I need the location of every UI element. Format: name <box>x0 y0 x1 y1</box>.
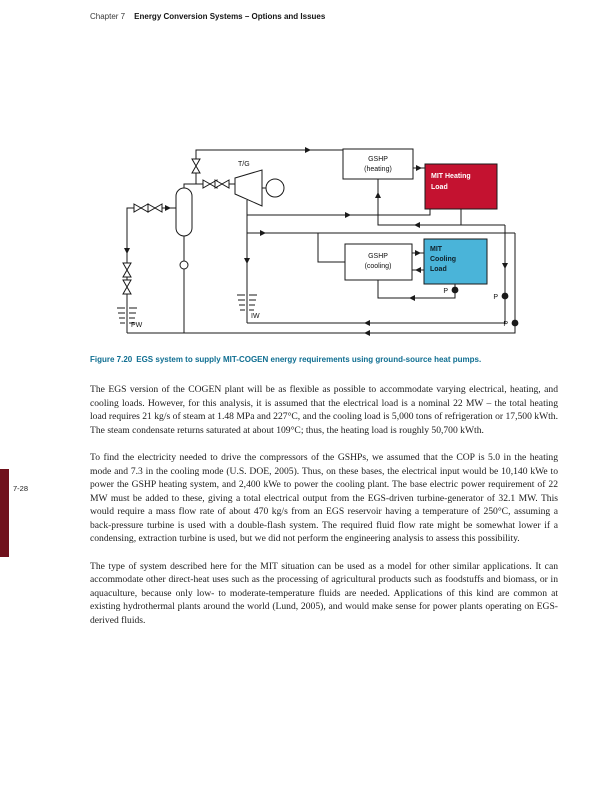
figure-7-20-diagram <box>110 138 530 353</box>
mit-heating-label: MIT Heating <box>431 173 471 180</box>
pump-dot <box>502 293 509 300</box>
mit-cooling-sublabel: Cooling <box>430 256 457 263</box>
pump-dot <box>452 287 459 294</box>
page-header <box>90 12 325 21</box>
egs-system-schematic <box>110 138 530 353</box>
pump-label: P <box>443 288 448 295</box>
pump-label: P <box>493 294 498 301</box>
mit-heating-sublabel: Load <box>431 184 448 191</box>
body-text <box>90 383 558 641</box>
gshp-cooling-box <box>345 244 412 280</box>
mit-cooling-sublabel2: Load <box>430 266 447 273</box>
gshp-cooling-sublabel: (cooling) <box>364 263 392 270</box>
valve-icon <box>215 180 229 188</box>
production-well-label: PW <box>131 322 143 329</box>
drain-pot-icon <box>180 261 188 269</box>
chapter-title: Energy Conversion Systems – Options and Issues <box>134 12 326 21</box>
valve-icon <box>134 204 148 212</box>
valve-icon <box>123 263 131 277</box>
valve-icon <box>148 204 162 212</box>
valve-icon <box>192 159 200 173</box>
body-paragraph: To find the electricity needed to drive the compressors of the GSHPs, we assumed that the COP is 5.0 in the heating mode and 7.3 in the cooling mode (U.S. DOE, 2005). Thus, on these bases, the electrical input would be 10,140 kWe to power the GSHP heating system, and 2,400 kWe to power the cooling plant. The base electric power requirement of 22 MW must be added to these, giving a total electrical output from the EGS-driven turbine-generator of 32.1 MW. This would require a mass flow rate of about 470 kg/s from an EGS reservoir having a temperature of 250°C, assuming a back-pressure turbine is used with a double-flash system. The required fluid flow rate might be somewhat lower if a condensing, extraction turbine is used, but we did not perform the engineering analysis to assess this possibility. <box>90 452 558 544</box>
mit-cooling-label: MIT <box>430 246 443 253</box>
figure-caption-text: EGS system to supply MIT-COGEN energy requirements using ground-source heat pumps. <box>136 355 482 364</box>
body-paragraph: The EGS version of the COGEN plant will be as flexible as possible to accommodate varying electrical, heating, and cooling loads. However, for this analysis, it is assumed that the electrical load is a nominal 22 MW – the total heating load requires 21 kg/s of steam at 1.48 MPa and 227°C, and the cooling load is 5,000 tons of refrigeration or 17,500 kWth. The steam condensate returns saturated at about 109°C; thus, the heating load is roughly 50,700 kWth. <box>90 384 558 436</box>
gshp-heating-label: GSHP <box>368 156 388 163</box>
pump-dot <box>512 320 519 327</box>
body-paragraph: The type of system described here for the MIT situation can be used as a model for other similar applications. It can accommodate other direct-heat uses such as the processing of agricultural products such as foodstuffs and biomass, or in aquaculture, because only low- to moderate-temperature fluids are needed. Applications of this kind are common at existing hydrothermal plants around the world (Lund, 2005), and would make sense for power plants operating on EGS-derived fluids. <box>90 560 558 626</box>
chapter-number: Chapter 7 <box>90 12 126 21</box>
mit-cooling-load-box <box>424 239 487 284</box>
injection-well-symbol <box>237 295 260 320</box>
pump-symbols <box>443 287 518 328</box>
generator-icon <box>266 179 284 197</box>
margin-accent-bar <box>0 469 9 557</box>
page-number: 7-28 <box>13 484 29 493</box>
turbine-generator-label: T/G <box>238 161 250 168</box>
figure-caption-label: Figure 7.20 <box>90 355 133 364</box>
mit-heating-load-box <box>425 164 497 209</box>
injection-well-label: IW <box>251 313 260 320</box>
gshp-heating-sublabel: (heating) <box>364 166 392 173</box>
separator-vessel <box>176 188 192 236</box>
gshp-heating-box <box>343 149 413 179</box>
pump-label: P <box>503 321 508 328</box>
turbine-icon <box>235 170 262 206</box>
gshp-cooling-label: GSHP <box>368 253 388 260</box>
figure-caption <box>90 355 560 364</box>
production-well-symbol <box>117 308 143 329</box>
valve-icon <box>123 280 131 294</box>
